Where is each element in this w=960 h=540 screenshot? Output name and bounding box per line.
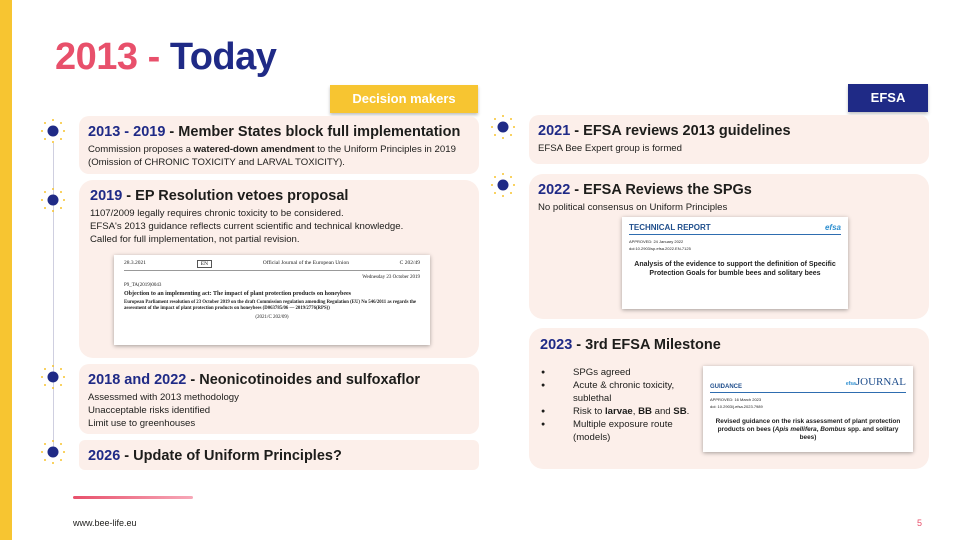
timeline-marker-icon [40,364,66,390]
technical-report-document-image [622,217,848,309]
doc-title [710,418,906,442]
doc-header: TECHNICAL REPORT [629,223,711,232]
bullet-bold: SB [673,406,687,417]
card-2018-2022-neonicotinoides [79,364,479,434]
text-bold: watered-down amendment [193,144,315,155]
doc-doi: doi: 10.2903/j.efsa.2023.7989 [710,404,763,409]
card-line: No political consensus on Uniform Principles [538,202,728,213]
card-line: EFSA's 2013 guidance reflects current scientific and technical knowledge. [90,221,404,232]
doc-code: C 202/49 [399,260,420,266]
card-heading [88,124,470,140]
card-title: 3rd EFSA Milestone [585,337,721,353]
bullet-text: Multiple exposure route (models) [573,419,673,443]
doc-headline: Objection to an implementing act: The impact of plant protection products on honeybees [124,291,352,297]
card-title: Member States block full implementation [178,124,461,140]
title-part-2: Today [169,36,277,78]
card-line: EFSA Bee Expert group is formed [538,143,682,154]
footer-website-link[interactable]: www.bee-life.eu [73,518,137,528]
card-heading [540,337,920,353]
timeline-marker-icon [40,439,66,465]
bullet-text: and [651,406,674,417]
card-sep: - [570,182,584,198]
list-item [541,418,691,444]
milestone-bullet-list [541,366,691,444]
timeline-marker-icon [40,187,66,213]
card-title: Update of Uniform Principles? [133,448,342,464]
doc-body: European Parliament resolution of 23 October 2019 on the draft Commission regulation amending Regulation (EU) No 546/2011 as regards the assessment of the impact of plant protection products on honeybees (D063785/06 — 2019/2776(RPS)) [124,300,417,311]
bullet-text: , [632,406,639,417]
card-title: Neonicotinoides and sulfoxaflor [199,372,420,388]
card-line: Assessmed with 2013 methodology [88,392,239,403]
title-separator: - [137,36,170,78]
card-sep: - [122,188,136,204]
card-year: 2026 [88,448,121,464]
slide-title [55,36,276,79]
card-sep: - [570,123,584,139]
left-accent-stripe [0,0,12,540]
card-title: EFSA reviews 2013 guidelines [583,123,791,139]
card-line: 1107/2009 legally requires chronic toxicity to be considered. [90,208,344,219]
bullet-text: . [686,406,690,417]
bullet-text: SPGs agreed [573,367,631,378]
card-sep: - [186,372,200,388]
doc-header: GUIDANCE [710,384,743,390]
page-number: 5 [917,518,923,528]
list-item [541,379,691,405]
card-line: Called for full implementation, not partial revision. [90,234,300,245]
card-heading [538,123,920,139]
title-part: , [816,426,821,433]
bullet-text: Risk to [573,406,605,417]
card-year: 2018 and 2022 [88,372,187,388]
card-2026-update [79,440,479,470]
guidance-document-image [703,366,913,452]
footer-accent-line [73,496,193,499]
timeline-marker-icon [490,114,516,140]
doc-foot: (2021/C 202/09) [255,315,289,320]
doc-doi: doi:10.2903/sp.efsa.2022.EN-7125 [629,246,691,251]
title-part: spp. and solitary bees) [799,426,899,441]
efsa-label: EFSA [848,84,928,112]
card-heading [88,448,470,464]
card-title: EP Resolution vetoes proposal [135,188,349,204]
card-2013-2019 [79,116,479,174]
efsa-logo: efsa [824,223,841,232]
efsa-journal-logo [846,372,906,390]
bullet-text: Acute & chronic toxicity, sublethal [573,380,675,404]
card-year: 2023 [540,337,573,353]
doc-journal: Official Journal of the European Union [262,260,349,266]
bullet-bold: BB [638,406,652,417]
timeline-marker-icon [490,172,516,198]
doc-approved: APPROVED: 24 January 2022 [629,239,684,244]
official-journal-document-image [114,255,430,345]
logo-journal: JOURNAL [855,376,906,388]
text-part: Commission proposes a [88,144,194,155]
doc-lang: EN [197,260,212,268]
doc-ref: P9_TA(2019)0043 [124,283,162,288]
card-line: Unacceptable risks identified [88,405,211,416]
logo-efsa: efsa [845,381,856,387]
card-heading [88,372,470,388]
card-2021-efsa-review [529,115,929,164]
timeline-marker-icon [40,118,66,144]
doc-title: Analysis of the evidence to support the definition of Specific Protection Goals for bumble bees and solitary bees [634,261,836,277]
card-sep: - [165,124,179,140]
title-part-1: 2013 [55,36,138,78]
doc-day: Wednesday 23 October 2019 [362,275,420,280]
card-title: EFSA Reviews the SPGs [583,182,752,198]
doc-date: 28.3.2021 [124,260,146,266]
card-year: 2013 - 2019 [88,124,166,140]
card-sep: - [572,337,586,353]
text-part: to the Uniform Principles in 2019 (Omission of CHRONIC TOXICITY and LARVAL TOXICITY). [88,144,456,168]
card-sep: - [120,448,134,464]
card-year: 2022 [538,182,571,198]
list-item [541,405,691,418]
title-part: Revised guidance on the risk assessment of plant protection products on bees ( [715,418,901,433]
card-heading [90,188,470,204]
title-italic: Bombus [820,426,846,433]
card-year: 2019 [90,188,123,204]
title-italic: Apis mellifera [774,426,817,433]
list-item [541,366,691,379]
doc-approved: APPROVED: 16 March 2023 [710,397,762,402]
card-text [88,143,470,169]
card-line: Limit use to greenhouses [88,418,196,429]
card-heading [538,182,920,198]
card-year: 2021 [538,123,571,139]
decision-makers-label: Decision makers [330,85,478,113]
bullet-bold: larvae [605,406,633,417]
